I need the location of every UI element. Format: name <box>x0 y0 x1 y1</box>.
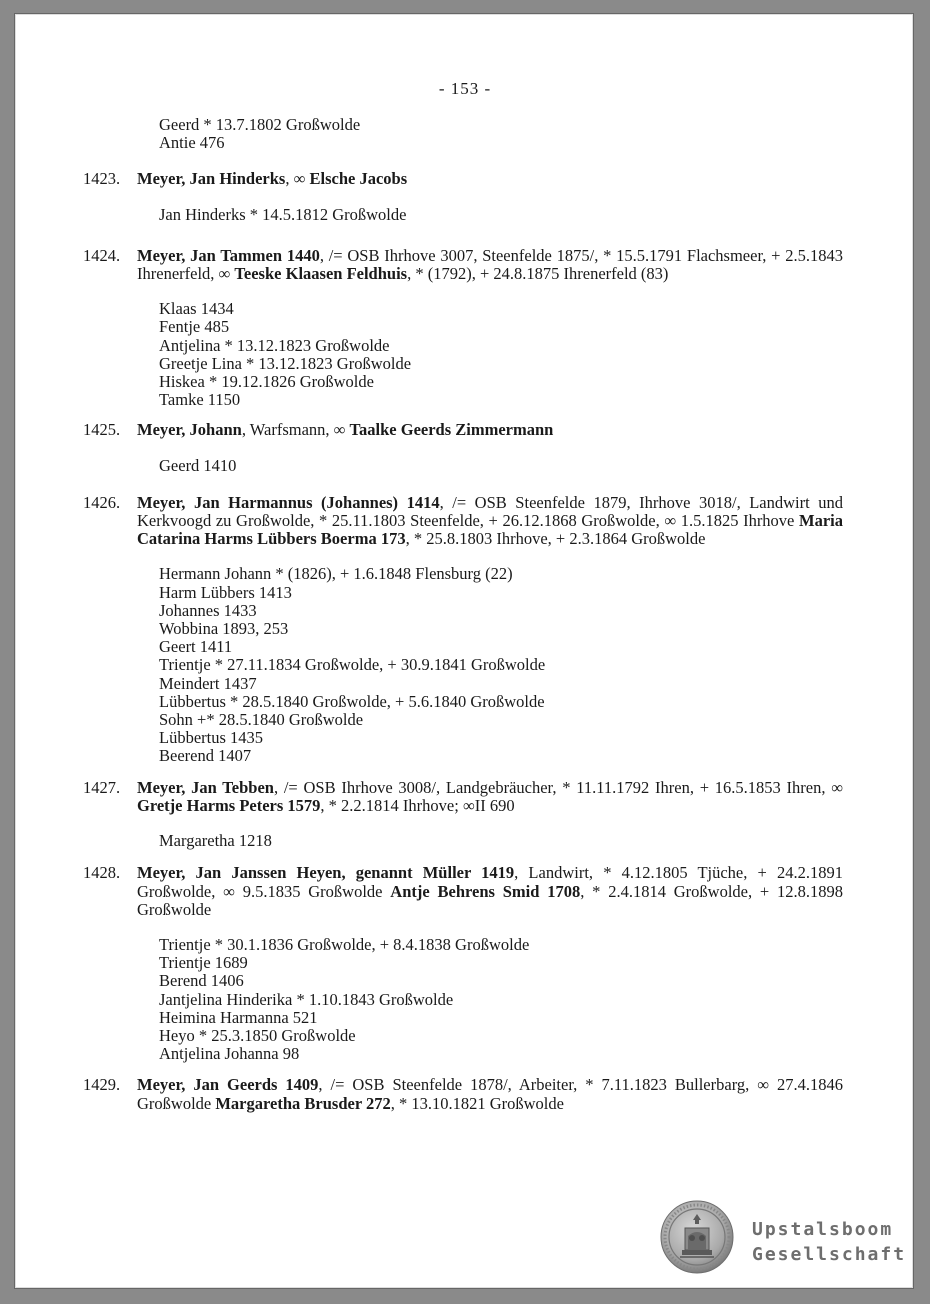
child-line: Antie 476 <box>159 133 225 153</box>
entry-number: 1423. <box>83 169 121 189</box>
child-line: Geerd 1410 <box>159 455 237 475</box>
child-line: Lübbertus 1435 <box>159 728 264 748</box>
child-line: Harm Lübbers 1413 <box>159 582 292 602</box>
entry-details: , /= OSB Steenfelde 1878/, Arbeiter, * 7.11.1823 Bullerbarg, ∞ 27.4.1846 Großwolde <box>137 1075 843 1113</box>
genealogy-entry <box>83 1076 843 1112</box>
child-line: Margaretha 1218 <box>159 831 272 851</box>
entry-number: 1424. <box>83 245 121 265</box>
person-name: Meyer, Jan Tebben <box>137 777 274 797</box>
entries-list <box>83 170 843 1112</box>
entry-details: , * 2.2.1814 Ihrhove; ∞II 690 <box>320 795 515 815</box>
child-line: Tamke 1150 <box>159 390 241 410</box>
child-line: Wobbina 1893, 253 <box>159 619 289 639</box>
child-line: Antjelina * 13.12.1823 Großwolde <box>159 335 390 355</box>
child-line: Antjelina Johanna 98 <box>159 1044 300 1064</box>
person-name: Meyer, Johann <box>137 420 242 440</box>
entry-details: , * 25.8.1803 Ihrhove, + 2.3.1864 Großwolde <box>405 529 706 549</box>
child-line: Geert 1411 <box>159 637 233 657</box>
child-line: Geerd * 13.7.1802 Großwolde <box>159 115 361 134</box>
child-line: Meindert 1437 <box>159 673 257 693</box>
child-line: Jantjelina Hinderika * 1.10.1843 Großwolde <box>159 989 454 1009</box>
children-list <box>159 936 843 1063</box>
entry-description <box>137 779 843 815</box>
upstalsboom-seal-icon <box>660 1200 734 1274</box>
child-line: Jan Hinderks * 14.5.1812 Großwolde <box>159 204 407 224</box>
logo-line-1: Upstalsboom <box>752 1219 894 1240</box>
children-list <box>159 457 843 475</box>
child-line: Trientje 1689 <box>159 953 248 973</box>
spouse-name: Teeske Klaasen Feldhuis <box>234 264 408 284</box>
child-line: Hiskea * 19.12.1826 Großwolde <box>159 372 374 392</box>
entry-details: , * (1792), + 24.8.1875 Ihrenerfeld (83) <box>407 264 669 284</box>
logo-line-2: Gesellschaft <box>752 1244 907 1265</box>
genealogy-entry <box>83 864 843 1063</box>
person-name: Meyer, Jan Geerds 1409 <box>137 1075 319 1095</box>
entry-details: , /= OSB Ihrhove 3007, Steenfelde 1875/, * 15.5.1791 Flachsmeer, + 2.5.1843 Ihrenerfeld, ∞ <box>137 245 844 284</box>
genealogy-entry <box>83 494 843 766</box>
entry-description <box>137 864 843 919</box>
entry-description <box>137 170 843 188</box>
children-list <box>159 300 843 409</box>
page-number: - 153 - <box>438 79 492 98</box>
spouse-name: Elsche Jacobs <box>309 169 408 189</box>
entry-description <box>137 1076 843 1112</box>
entry-description <box>137 421 843 439</box>
genealogy-content <box>83 116 843 1113</box>
entry-number: 1427. <box>83 777 121 797</box>
children-list <box>159 206 843 224</box>
entry-details: , * 2.4.1814 Großwolde, + 12.8.1898 Großwolde <box>137 881 844 919</box>
entry-number: 1425. <box>83 420 121 440</box>
entry-description <box>137 247 843 283</box>
child-line: Sohn +* 28.5.1840 Großwolde <box>159 710 364 730</box>
genealogy-entry <box>83 779 843 851</box>
spouse-name: Taalke Geerds Zimmermann <box>349 420 554 440</box>
child-line: Johannes 1433 <box>159 600 257 620</box>
genealogy-entry <box>83 170 843 223</box>
intro-children-list <box>159 116 843 152</box>
entry-number: 1428. <box>83 863 121 883</box>
person-name: Meyer, Jan Hinderks <box>137 169 286 189</box>
spouse-name: Gretje Harms Peters 1579 <box>137 795 321 815</box>
person-name: Meyer, Jan Janssen Heyen, genannt Müller 1419 <box>137 863 515 883</box>
entry-number: 1429. <box>83 1075 121 1095</box>
child-line: Berend 1406 <box>159 971 244 991</box>
entry-details: , ∞ <box>285 169 310 189</box>
child-line: Lübbertus * 28.5.1840 Großwolde, + 5.6.1840 Großwolde <box>159 691 545 711</box>
child-line: Beerend 1407 <box>159 746 252 766</box>
entry-details: , /= OSB Ihrhove 3008/, Landgebräucher, * 11.11.1792 Ihren, + 16.5.1853 Ihren, ∞ <box>273 777 843 797</box>
person-name: Meyer, Jan Tammen 1440 <box>137 245 320 265</box>
society-logo-text <box>752 1217 906 1267</box>
child-line: Heimina Harmanna 521 <box>159 1007 318 1027</box>
entry-description <box>137 494 843 549</box>
child-line: Fentje 485 <box>159 317 230 337</box>
person-name: Meyer, Jan Harmannus (Johannes) 1414 <box>137 492 440 512</box>
child-line: Trientje * 30.1.1836 Großwolde, + 8.4.1838 Großwolde <box>159 934 530 954</box>
child-line: Greetje Lina * 13.12.1823 Großwolde <box>159 353 412 373</box>
genealogy-entry <box>83 247 843 410</box>
entry-number: 1426. <box>83 492 121 512</box>
entry-details: , Landwirt, * 4.12.1805 Tjüche, + 24.2.1891 Großwolde, ∞ 9.5.1835 Großwolde <box>137 863 843 901</box>
entry-details: , /= OSB Steenfelde 1879, Ihrhove 3018/, Landwirt und Kerkvoogd zu Großwolde, * 25.11.1803 Steenfelde, + 26.12.1868 Großwolde, ∞ 1.5.1825 Ihrhove <box>137 492 843 531</box>
spouse-name: Margaretha Brusder 272 <box>215 1093 391 1113</box>
entry-details: , * 13.10.1821 Großwolde <box>390 1093 564 1113</box>
spouse-name: Antje Behrens Smid 1708 <box>390 881 581 901</box>
child-line: Heyo * 25.3.1850 Großwolde <box>159 1025 356 1045</box>
entry-details: , Warfsmann, ∞ <box>241 420 350 440</box>
spouse-name: Maria Catarina Harms Lübbers Boerma 173 <box>137 511 843 549</box>
child-line: Klaas 1434 <box>159 299 234 319</box>
child-line: Hermann Johann * (1826), + 1.6.1848 Flensburg (22) <box>159 564 513 584</box>
genealogy-entry <box>83 421 843 474</box>
children-list <box>159 565 843 765</box>
child-line: Trientje * 27.11.1834 Großwolde, + 30.9.1841 Großwolde <box>159 655 546 675</box>
children-list <box>159 832 843 850</box>
